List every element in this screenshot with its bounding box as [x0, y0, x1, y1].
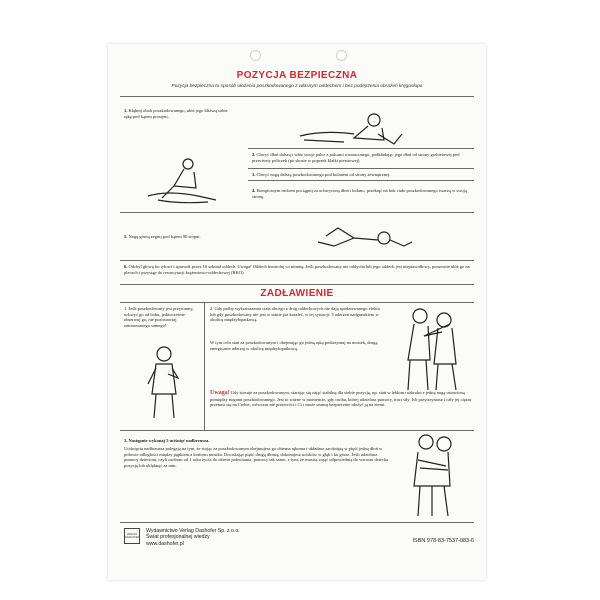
publisher-block: [146, 528, 240, 547]
step-4-text: 4. Energicznym ruchem pociągnij za uchwyconą dłoń i kolano, przekręć na bok ciało poszkodowanego twarzą w swoją stronę.: [252, 188, 467, 199]
publisher-url: www.dashofer.pl: [146, 540, 184, 547]
recovery-step-5-illustration: [308, 216, 418, 252]
divider: [120, 96, 474, 97]
recovery-step-2-3-illustration: [138, 156, 224, 208]
publisher-logo: VERLAG DASHOFER: [124, 528, 140, 544]
recovery-step-1-illustration: [294, 104, 404, 150]
step-1-text: 1. Klęknij obok poszkodowanego, ułóż jego bliższą sobie rękę pod kątem prostym.: [124, 108, 228, 119]
divider: [120, 284, 474, 285]
warning-text: Uwaga! Gdy stosuje za poszkodowanym, starając się zająć stabilną dla siebie pozycję, np. stań w lekkim rozkroku z jedną nogą ustawioną pomiędzy nogami poszkodowanego. Jest to ważne w momencie, gdy osoba, której udzielasz pomocy, traci siły. Ich przytrzymasz i cały jej ciężar przenosi się na Ciebie, wówczas nie przewróci i Ci i może szansę bezpiecznie ułożyć ją na ziemi.: [210, 390, 472, 408]
choking-step-2b-text: W tym celu stań za poszkodowanym i obejmując go jedną ręką podtrzymuj na mostek, drugą energicznie uderzaj w okolicę międzyłopatkową.: [210, 340, 378, 351]
choking-step-3-heading: 3. Następnie wykonaj 5 uciśnięć nadbrzusza.: [124, 438, 210, 443]
divider: [120, 302, 474, 303]
step-2-text: 2. Chwyć dłoń dalszą i włóż swoje palce z palcami rozrzuconego, podkładając jego dłoń od strony grzbietowej pod przeciwny policzek (po skosie w poprzek klatki piersiowej).: [252, 152, 460, 163]
divider: [248, 168, 474, 169]
punch-hole: [336, 50, 347, 61]
choking-step-2-text: 2. Gdy próby wykrztuszenia ciała obcego z dróg oddechowych nie dają spodziewanego efektu lub gdy poszkodowany nie jest w stanie już kaszleć, w tej sytuacji: 5 uderzeń nadgarstkiem w okolicę międzyłopatkową.: [210, 306, 380, 323]
divider: [120, 212, 474, 213]
divider: [120, 260, 474, 261]
publisher-name: Wydawnictwo Verlag Dashofer Sp. z o.o.: [146, 528, 240, 534]
divider: [120, 522, 474, 523]
punch-hole: [250, 50, 261, 61]
abdominal-thrusts-illustration: [398, 430, 472, 520]
back-blows-illustration: [390, 304, 470, 394]
section-title-recovery-position: POZYCJA BEZPIECZNA: [236, 70, 358, 81]
choking-step-1-text: 1. Jeśli poszkodowany jest przytomny, uchwyć go od boku, jednocześnie obserwuj go, nie pozostawiaj zatonowanego samego!: [124, 306, 194, 328]
divider: [248, 148, 474, 149]
section-subtitle: Pozycja bezpieczna to sposób ułożenia poszkodowanego z własnym oddechem i bez podejrzenia obrażeń kręgosłupa: [171, 84, 423, 89]
warning-label: Uwaga!: [210, 390, 230, 396]
step-5-text: 5. Nogę górną zegnij pod kątem 90 stopni.: [124, 234, 201, 239]
section-title-choking: ZADŁAWIENIE: [260, 288, 334, 299]
step-6-text: 6. Odchyl głowę ku tyłowi i sprawdź przez 10 sekund oddech. Uwaga! Oddech kontroluj co minutę. Jeśli poszkodowany nie oddycha lub jego oddech jest nieprawidłowy, ponownie ułóż go na plecach i przystąp do resuscytacji krążeniowo-oddechowej (RKO).: [124, 264, 470, 275]
choking-person-illustration: [138, 344, 192, 422]
divider: [248, 180, 474, 181]
column-divider: [204, 302, 205, 430]
isbn: ISBN 978-83-7537-083-6: [412, 538, 474, 544]
step-3-text: 3. Chwyć nogę dalszą poszkodowanego pod kolanem od strony zewnętrznej.: [252, 172, 391, 177]
publisher-tagline: Świat profesjonalnej wiedzy: [146, 534, 210, 541]
choking-step-3-text: Uciśnięcia nadbrzusza polegają na tym, że stojąc za poszkodowanym obejmujesz go obiema rękoma i układasz zaciśniętą w pięść jedną dłoń w połowie odległości między pępkiem a końcem mostka. Dociskając pięść drugą dłonią, dokonujesz ucisków w głąb i ku górze. Jeśli udzielasz pomocy dzieciom, czyli osobom od 1 roku życia do okresu pokwitania, pomocy tak samo, z tym, że musisz zająć odpowiednią do wzrostu dziecka pozycję lub uklęknąć za nim.: [124, 446, 389, 468]
instruction-sheet: [108, 44, 486, 580]
